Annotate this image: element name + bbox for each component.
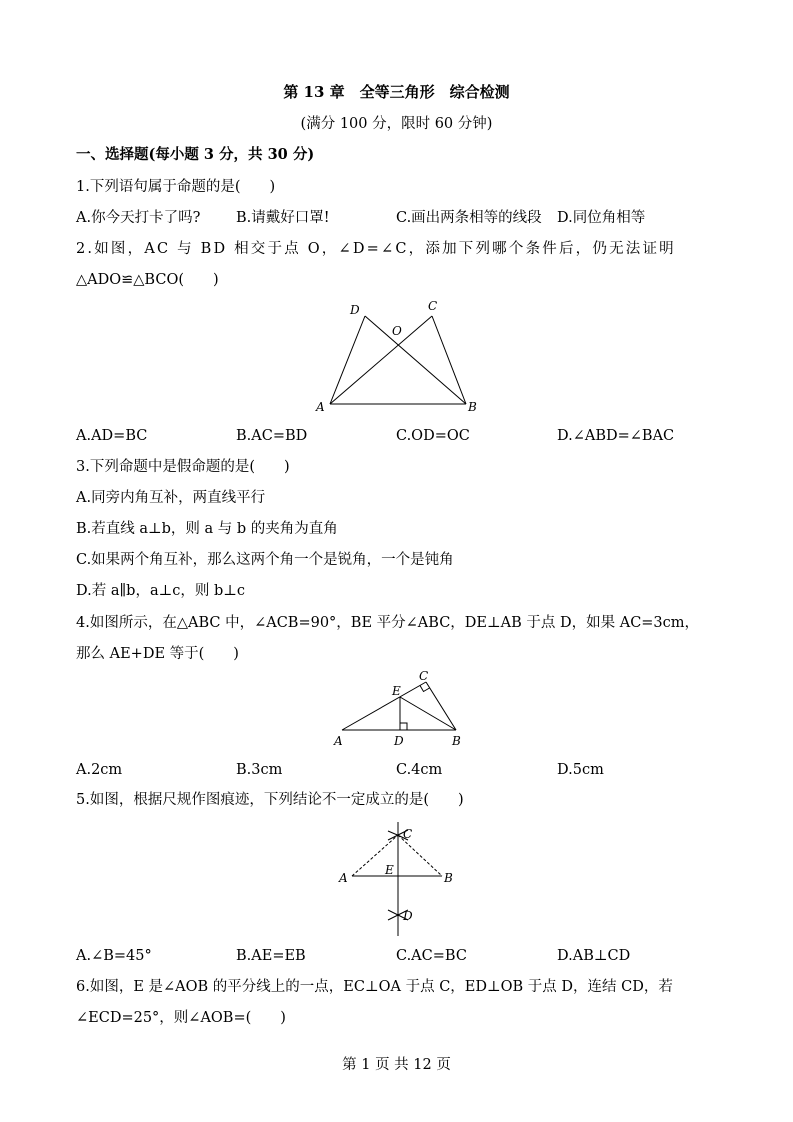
q4-label-b: B: [452, 734, 461, 748]
q1-option-a: A.你今天打卡了吗?: [76, 210, 201, 226]
question-5-stem: 5.如图，根据尺规作图痕迹，下列结论不一定成立的是( ): [76, 792, 464, 808]
q4-right-angle-c: [420, 686, 430, 692]
q5-option-a: A.∠B=45°: [76, 948, 152, 964]
q5-label-c: C: [403, 827, 413, 841]
q2-segment-ad: [330, 316, 365, 404]
q4-figure: [330, 668, 470, 750]
q5-option-b: B.AE=EB: [236, 948, 306, 964]
q5-label-d: D: [403, 909, 413, 923]
q4-right-angle-d: [400, 723, 407, 730]
q2-option-a: A.AD=BC: [76, 428, 148, 444]
section-heading: 一、选择题(每小题 3 分，共 30 分): [76, 146, 315, 163]
q4-label-d: D: [394, 734, 404, 748]
q4-segment-ac: [342, 682, 426, 730]
q2-label-d: D: [350, 303, 360, 317]
q2-segment-cb: [432, 316, 466, 404]
question-4-stem-line1: 4.如图所示，在△ABC 中，∠ACB=90°，BE 平分∠ABC，DE⊥AB 于点 D，如果 AC=3cm，: [76, 615, 700, 631]
q1-option-c: C.画出两条相等的线段: [396, 210, 542, 226]
page-subtitle: (满分 100 分，限时 60 分钟): [300, 116, 493, 132]
q5-label-e: E: [385, 863, 394, 877]
question-1-stem: 1.下列语句属于命题的是( ): [76, 179, 276, 195]
q4-segment-cb: [426, 682, 456, 730]
q4-label-a: A: [334, 734, 343, 748]
question-2-stem-line1: 2.如图，AC 与 BD 相交于点 O，∠D=∠C，添加下列哪个条件后，仍无法证明: [76, 241, 676, 257]
page-number: 第 1 页 共 12 页: [342, 1057, 451, 1073]
q5-option-d: D.AB⊥CD: [557, 948, 631, 964]
q2-segment-db: [365, 316, 466, 404]
q4-segment-eb: [400, 697, 456, 730]
q3-option-b: B.若直线 a⊥b，则 a 与 b 的夹角为直角: [76, 521, 338, 537]
q3-option-a: A.同旁内角互补，两直线平行: [76, 490, 266, 506]
question-4-stem-line2: 那么 AE+DE 等于( ): [76, 646, 239, 662]
q5-figure: [330, 818, 470, 940]
q5-label-a: A: [339, 871, 348, 885]
q4-option-c: C.4cm: [396, 762, 443, 778]
q4-option-d: D.5cm: [557, 762, 604, 778]
question-6-stem-line1: 6.如图，E 是∠AOB 的平分线上的一点，EC⊥OA 于点 C，ED⊥OB 于点 D，连结 CD，若: [76, 979, 673, 995]
q2-segment-ac: [330, 316, 432, 404]
q3-option-c: C.如果两个角互补，那么这两个角一个是锐角，一个是钝角: [76, 552, 454, 568]
q2-option-b: B.AC=BD: [236, 428, 308, 444]
question-6-stem-line2: ∠ECD=25°，则∠AOB=( ): [76, 1010, 286, 1026]
q2-label-b: B: [468, 400, 477, 414]
q4-option-b: B.3cm: [236, 762, 283, 778]
q4-label-e: E: [392, 684, 401, 698]
q2-figure: [310, 298, 490, 418]
q1-option-b: B.请戴好口罩!: [236, 210, 330, 226]
page-title: 第 13 章 全等三角形 综合检测: [283, 83, 510, 101]
q5-label-b: B: [444, 871, 453, 885]
q1-option-d: D.同位角相等: [557, 210, 646, 226]
question-3-stem: 3.下列命题中是假命题的是( ): [76, 459, 290, 475]
q5-option-c: C.AC=BC: [396, 948, 467, 964]
q2-label-o: O: [392, 324, 402, 338]
q4-label-c: C: [419, 669, 429, 683]
q2-option-d: D.∠ABD=∠BAC: [557, 428, 675, 444]
question-2-stem-line2: △ADO≌△BCO( ): [76, 272, 219, 288]
q2-option-c: C.OD=OC: [396, 428, 470, 444]
q2-label-c: C: [428, 299, 438, 313]
q4-option-a: A.2cm: [76, 762, 123, 778]
q3-option-d: D.若 a∥b，a⊥c，则 b⊥c: [76, 583, 246, 599]
q2-label-a: A: [316, 400, 325, 414]
q5-segment-bc: [398, 835, 442, 876]
